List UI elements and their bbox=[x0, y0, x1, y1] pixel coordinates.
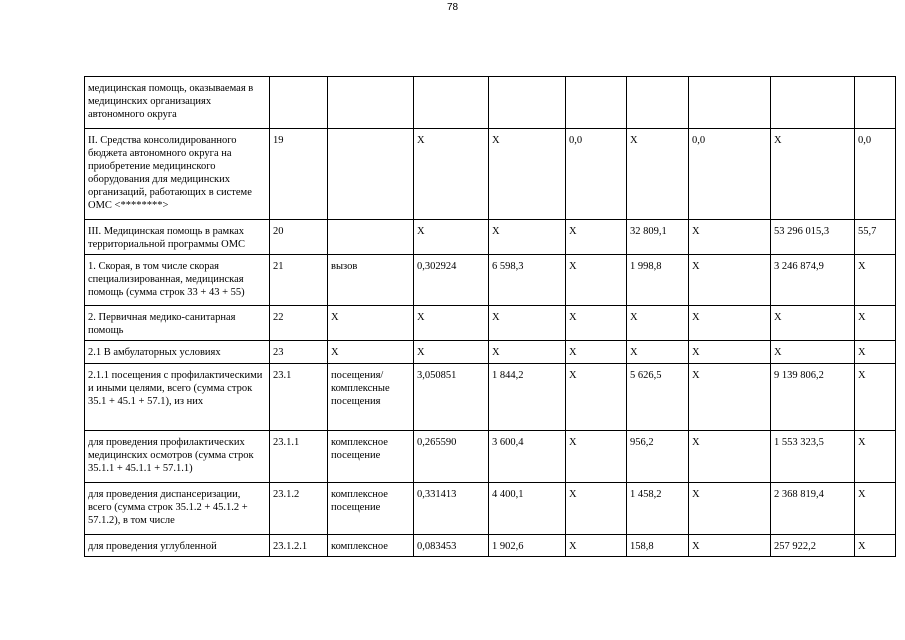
cell-share-percent bbox=[855, 77, 896, 129]
table-row bbox=[85, 220, 896, 255]
cell-norm-volume: 0,302924 bbox=[414, 255, 489, 306]
cell-share-percent: X bbox=[855, 341, 896, 364]
cell-unit: комплексное посещение bbox=[328, 431, 414, 483]
cell-sum-oms: X bbox=[771, 129, 855, 220]
cell-row-number bbox=[270, 77, 328, 129]
cell-per-capita-budget: X bbox=[566, 306, 627, 341]
cell-norm-volume: 3,050851 bbox=[414, 364, 489, 431]
cell-unit: X bbox=[328, 306, 414, 341]
cell-sum-oms: X bbox=[771, 306, 855, 341]
cell-row-number: 23 bbox=[270, 341, 328, 364]
table-row bbox=[85, 341, 896, 364]
cell-sum-budget: X bbox=[689, 220, 771, 255]
table-row bbox=[85, 431, 896, 483]
cell-norm-volume: X bbox=[414, 129, 489, 220]
cell-share-percent: X bbox=[855, 535, 896, 557]
cell-share-percent: X bbox=[855, 431, 896, 483]
cell-unit: комплексное bbox=[328, 535, 414, 557]
cell-norm-volume: X bbox=[414, 341, 489, 364]
cell-row-number: 22 bbox=[270, 306, 328, 341]
cell-sum-budget: X bbox=[689, 483, 771, 535]
financing-table bbox=[84, 76, 896, 557]
cell-row-number: 23.1.2.1 bbox=[270, 535, 328, 557]
cell-indicator: медицинская помощь, оказываемая в медицинских организациях автономного округа bbox=[85, 77, 270, 129]
cell-share-percent: 0,0 bbox=[855, 129, 896, 220]
cell-norm-cost bbox=[489, 77, 566, 129]
cell-unit: X bbox=[328, 341, 414, 364]
cell-row-number: 21 bbox=[270, 255, 328, 306]
cell-sum-oms: 9 139 806,2 bbox=[771, 364, 855, 431]
cell-row-number: 19 bbox=[270, 129, 328, 220]
cell-sum-oms: 2 368 819,4 bbox=[771, 483, 855, 535]
cell-norm-volume: 0,083453 bbox=[414, 535, 489, 557]
cell-per-capita-oms: X bbox=[627, 341, 689, 364]
cell-sum-oms: 53 296 015,3 bbox=[771, 220, 855, 255]
cell-share-percent: X bbox=[855, 306, 896, 341]
cell-per-capita-budget: X bbox=[566, 341, 627, 364]
table-row bbox=[85, 77, 896, 129]
table-row bbox=[85, 255, 896, 306]
cell-norm-cost: 1 844,2 bbox=[489, 364, 566, 431]
cell-unit: комплексное посещение bbox=[328, 483, 414, 535]
cell-unit bbox=[328, 77, 414, 129]
cell-sum-oms: 257 922,2 bbox=[771, 535, 855, 557]
cell-unit bbox=[328, 220, 414, 255]
cell-per-capita-budget: 0,0 bbox=[566, 129, 627, 220]
cell-per-capita-budget: X bbox=[566, 364, 627, 431]
cell-sum-budget bbox=[689, 77, 771, 129]
cell-share-percent: X bbox=[855, 255, 896, 306]
cell-norm-cost: X bbox=[489, 306, 566, 341]
cell-sum-oms: X bbox=[771, 341, 855, 364]
cell-per-capita-oms: 32 809,1 bbox=[627, 220, 689, 255]
cell-norm-cost: X bbox=[489, 341, 566, 364]
cell-sum-oms: 3 246 874,9 bbox=[771, 255, 855, 306]
cell-sum-budget: 0,0 bbox=[689, 129, 771, 220]
cell-per-capita-budget: X bbox=[566, 255, 627, 306]
cell-unit bbox=[328, 129, 414, 220]
cell-norm-cost: X bbox=[489, 220, 566, 255]
cell-row-number: 20 bbox=[270, 220, 328, 255]
cell-indicator: 1. Скорая, в том числе скорая специализированная, медицинская помощь (сумма строк 33 + 43 + 55) bbox=[85, 255, 270, 306]
cell-per-capita-budget: X bbox=[566, 483, 627, 535]
cell-per-capita-budget: X bbox=[566, 431, 627, 483]
cell-indicator: для проведения диспансеризации, всего (сумма строк 35.1.2 + 45.1.2 + 57.1.2), в том числе bbox=[85, 483, 270, 535]
page-number: 78 bbox=[446, 2, 459, 13]
cell-norm-cost: 3 600,4 bbox=[489, 431, 566, 483]
cell-unit: посещения/комплексные посещения bbox=[328, 364, 414, 431]
cell-per-capita-oms: 5 626,5 bbox=[627, 364, 689, 431]
cell-row-number: 23.1 bbox=[270, 364, 328, 431]
cell-sum-budget: X bbox=[689, 306, 771, 341]
cell-row-number: 23.1.1 bbox=[270, 431, 328, 483]
table-row bbox=[85, 129, 896, 220]
cell-share-percent: 55,7 bbox=[855, 220, 896, 255]
cell-sum-budget: X bbox=[689, 255, 771, 306]
cell-share-percent: X bbox=[855, 364, 896, 431]
cell-norm-volume: 0,265590 bbox=[414, 431, 489, 483]
table-row bbox=[85, 364, 896, 431]
cell-norm-cost: 4 400,1 bbox=[489, 483, 566, 535]
cell-indicator: III. Медицинская помощь в рамках территориальной программы ОМС bbox=[85, 220, 270, 255]
cell-per-capita-oms: 1 998,8 bbox=[627, 255, 689, 306]
table-row bbox=[85, 306, 896, 341]
cell-per-capita-budget bbox=[566, 77, 627, 129]
cell-share-percent: X bbox=[855, 483, 896, 535]
cell-sum-oms: 1 553 323,5 bbox=[771, 431, 855, 483]
cell-indicator: 2. Первичная медико-санитарная помощь bbox=[85, 306, 270, 341]
cell-sum-budget: X bbox=[689, 364, 771, 431]
cell-sum-budget: X bbox=[689, 431, 771, 483]
cell-per-capita-oms: 956,2 bbox=[627, 431, 689, 483]
cell-norm-cost: 6 598,3 bbox=[489, 255, 566, 306]
cell-indicator: 2.1 В амбулаторных условиях bbox=[85, 341, 270, 364]
cell-sum-budget: X bbox=[689, 341, 771, 364]
cell-per-capita-oms: 1 458,2 bbox=[627, 483, 689, 535]
cell-per-capita-budget: X bbox=[566, 220, 627, 255]
cell-norm-volume: 0,331413 bbox=[414, 483, 489, 535]
cell-indicator: для проведения углубленной bbox=[85, 535, 270, 557]
cell-per-capita-oms: X bbox=[627, 306, 689, 341]
cell-unit: вызов bbox=[328, 255, 414, 306]
cell-per-capita-oms: X bbox=[627, 129, 689, 220]
cell-per-capita-budget: X bbox=[566, 535, 627, 557]
cell-indicator: II. Средства консолидированного бюджета автономного округа на приобретение медицинского оборудования для медицинских организаций, работающих в системе ОМС <********> bbox=[85, 129, 270, 220]
cell-indicator: для проведения профилактических медицинских осмотров (сумма строк 35.1.1 + 45.1.1 + 57.1.1) bbox=[85, 431, 270, 483]
cell-norm-cost: 1 902,6 bbox=[489, 535, 566, 557]
cell-row-number: 23.1.2 bbox=[270, 483, 328, 535]
cell-norm-volume: X bbox=[414, 220, 489, 255]
cell-sum-budget: X bbox=[689, 535, 771, 557]
table-row bbox=[85, 535, 896, 557]
cell-indicator: 2.1.1 посещения с профилактическими и иными целями, всего (сумма строк 35.1 + 45.1 + 57.1), из них bbox=[85, 364, 270, 431]
cell-norm-volume: X bbox=[414, 306, 489, 341]
cell-sum-oms bbox=[771, 77, 855, 129]
cell-per-capita-oms: 158,8 bbox=[627, 535, 689, 557]
table-row bbox=[85, 483, 896, 535]
cell-norm-cost: X bbox=[489, 129, 566, 220]
cell-per-capita-oms bbox=[627, 77, 689, 129]
cell-norm-volume bbox=[414, 77, 489, 129]
